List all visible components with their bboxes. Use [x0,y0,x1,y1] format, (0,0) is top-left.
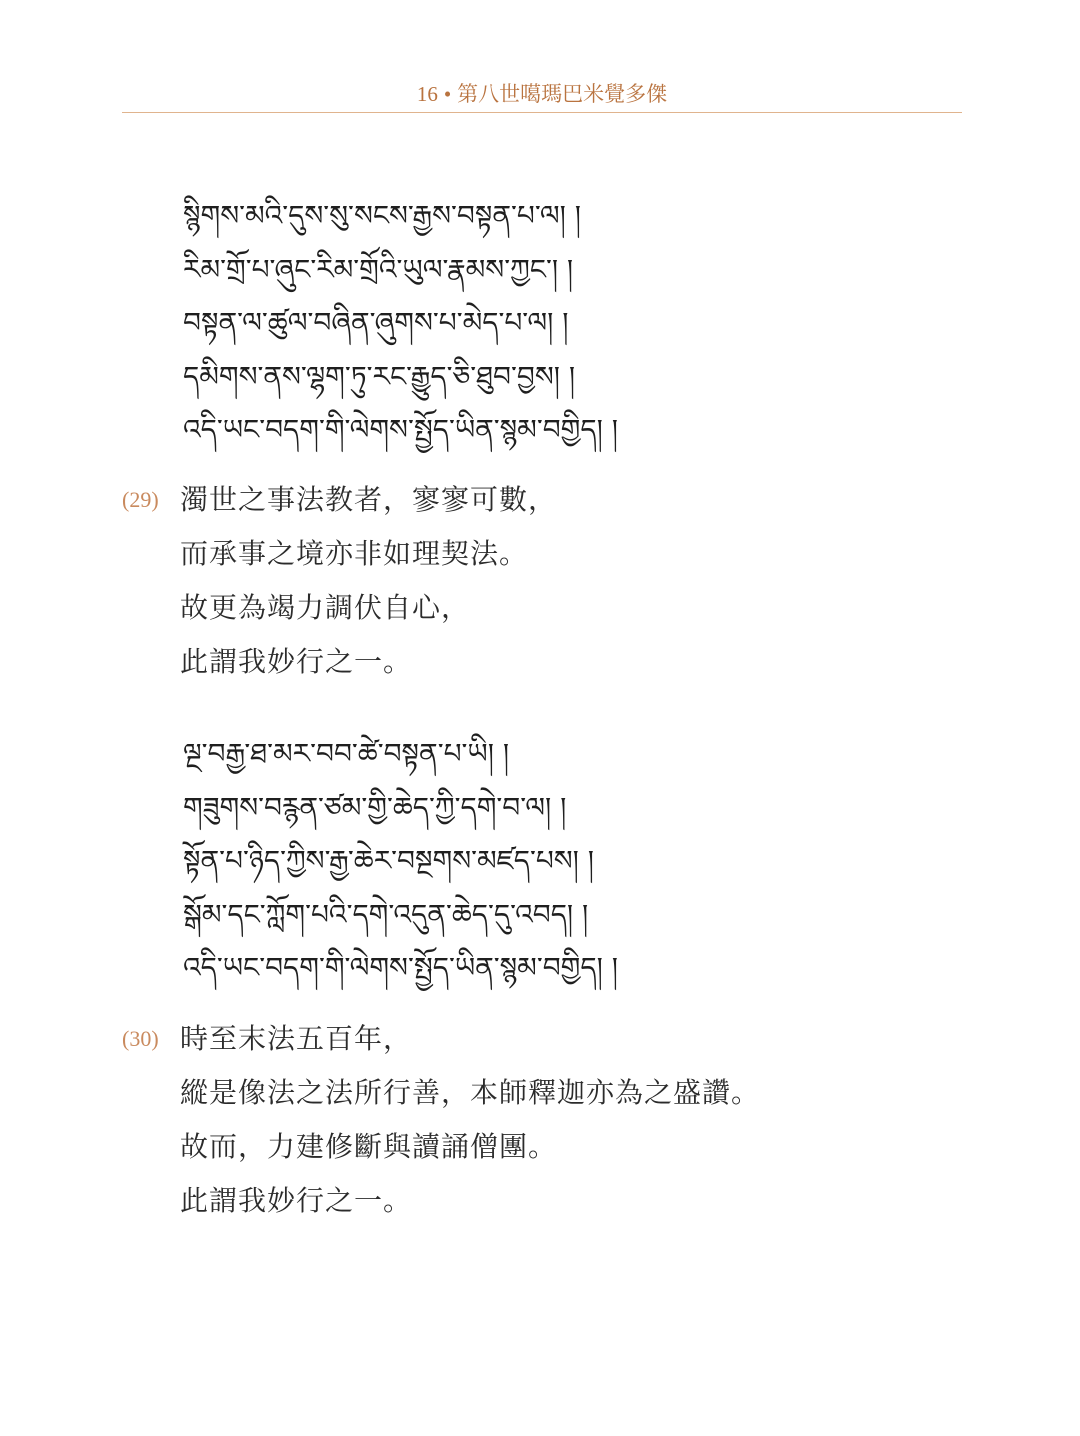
book-title: 第八世噶瑪巴米覺多傑 [457,82,668,106]
tibetan-line: རིམ་གྲོ་པ་ཞུང་རིམ་གྲོའི་ཡུལ་རྣམས་ཀྱང་། ། [183,252,574,286]
verse-line: 故而，力建修斷與讀誦僧團。 [180,1130,558,1163]
tibetan-verse-block-1 [183,189,883,457]
verse-lines [180,473,980,689]
running-header [122,76,962,112]
header-separator: • [443,82,452,106]
verse-line: 濁世之事法教者，寥寥可數， [180,483,558,516]
tibetan-line: གཟུགས་བརྙན་ཙམ་གྱི་ཆེད་ཀྱི་དགེ་བ་ལ། ། [183,790,567,824]
verse-number: (29) [122,487,159,512]
verse-line: 時至末法五百年， [180,1022,413,1055]
verse-lines [180,1012,980,1228]
header-rule [122,112,962,113]
verse-line: 此謂我妙行之一。 [180,1184,413,1217]
verse-line: 縱是像法之法所行善，本師釋迦亦為之盛讚。 [180,1076,761,1109]
tibetan-line: དམིགས་ནས་ལྷག་ཏུ་རང་རྒྱུད་ཅི་ཐུབ་བྱས། ། [183,359,576,393]
tibetan-line: སྟོན་པ་ཉིད་ཀྱིས་རྒྱ་ཆེར་བསྔགས་མཛད་པས། ། [183,844,595,877]
verse-line: 此謂我妙行之一。 [180,645,413,678]
verse-line: 而承事之境亦非如理契法。 [180,537,529,570]
tibetan-line: འདི་ཡང་བདག་གི་ལེགས་སྤྱོད་ཡིན་སྙམ་བགྱིད། ། [183,413,618,446]
tibetan-line: འདི་ཡང་བདག་གི་ལེགས་སྤྱོད་ཡིན་སྙམ་བགྱིད། ། [183,951,618,984]
tibetan-line: བསྟན་ལ་ཚུལ་བཞིན་ཞུགས་པ་མེད་པ་ལ། ། [183,306,569,339]
verse-number: (30) [122,1026,159,1051]
tibetan-verse-block-2 [183,727,883,995]
tibetan-line: སྙིགས་མའི་དུས་སུ་སངས་རྒྱས་བསྟན་པ་ལ། ། [183,199,581,232]
tibetan-line: སྒོམ་དང་ཀློག་པའི་དགེ་འདུན་ཆེད་དུ་འབད། ། [183,897,589,931]
verse-line: 故更為竭力調伏自心， [180,591,471,624]
page-number: 16 [416,82,438,106]
tibetan-line: ལྔ་བརྒྱ་ཐ་མར་བབ་ཚེ་བསྟན་པ་ཡི། ། [183,737,510,770]
